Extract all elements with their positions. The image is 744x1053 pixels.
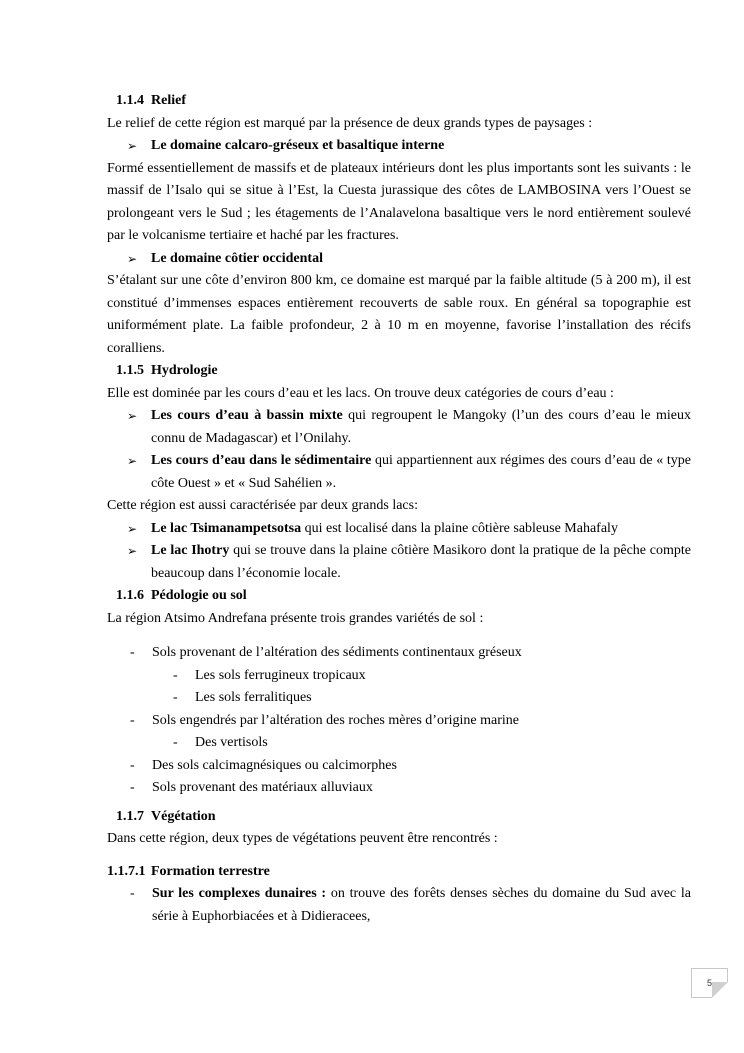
list-item: [107, 687, 691, 710]
list-item-rest: qui est localisé dans la plaine côtière sableuse Mahafaly: [301, 520, 618, 536]
list-item: [107, 755, 691, 778]
list-item-complexes-dunaires: [107, 883, 691, 928]
dash-bullet: -: [130, 712, 135, 728]
paragraph-lakes-intro: Cette région est aussi caractérisée par deux grands lacs:: [107, 498, 418, 513]
heading-number: 1.1.7.1: [107, 863, 146, 879]
heading-relief: [107, 90, 691, 113]
list-item-text: Sols engendrés par l’altération des roches mères d’origine marine: [152, 712, 519, 728]
paragraph-domain2: S’étalant sur une côte d’environ 800 km, ce domaine est marqué par la faible altitude (5 à 200 m), il est constitué d’immenses espaces entièrement recouverts de sable roux. En général sa topographie est uniformément plate. La faible profondeur, 2 à 10 m en moyenne, favorise l’installation des récifs coralliens.: [107, 273, 691, 356]
domain2-title: Le domaine côtier occidental: [151, 250, 323, 266]
list-item-rest: qui regroupent le Mangoky (l’un des cours d’eau le mieux connu de Madagascar) et l’Onilahy.: [151, 408, 691, 446]
list-item: [107, 710, 691, 733]
list-item-text: Sols provenant de l’altération des sédiments continentaux gréseux: [152, 645, 522, 660]
heading-title: Hydrologie: [151, 363, 218, 378]
page-curl-icon: [712, 982, 728, 998]
dash-bullet: -: [173, 735, 178, 750]
heading-number: 1.1.7: [116, 808, 144, 824]
list-item-text: [151, 540, 691, 585]
dash-bullet: -: [130, 757, 135, 773]
arrow-bullet-icon: ➢: [127, 139, 138, 153]
heading-pedologie: [107, 585, 691, 608]
arrow-bullet-icon: ➢: [127, 409, 138, 423]
arrow-item-domain2: [107, 248, 691, 271]
list-item-text: Les sols ferrugineux tropicaux: [195, 667, 366, 683]
arrow-bullet-icon: ➢: [127, 454, 138, 468]
paragraph-domain1: Formé essentiellement de massifs et de plateaux intérieurs dont les plus importants sont les suivants : le massif de l’Isalo qui se situe à l’Est, la Cuesta jurassique des côtes de LAMBOSINA vers l’Ouest se prolongeant vers le Sud ; les étagements de l’Analavelona basaltique vers le nord entièrement soulevé par le volcanisme tertiaire et haché par les fractures.: [107, 160, 691, 243]
paragraph-pedologie-intro: La région Atsimo Andrefana présente trois grandes variétés de sol :: [107, 610, 484, 626]
heading-title: Formation terrestre: [151, 863, 270, 879]
list-item-bold: Le lac Tsimanampetsotsa: [151, 520, 302, 536]
list-item-text: [152, 883, 691, 928]
arrow-item-bassin-mixte: [107, 405, 691, 450]
list-item-text: Les sols ferralitiques: [195, 690, 312, 705]
page-number: 5: [706, 978, 712, 988]
list-item-text: [151, 518, 691, 541]
heading-number: 1.1.4: [116, 93, 144, 108]
heading-title: Pédologie ou sol: [151, 588, 247, 603]
arrow-bullet-icon: ➢: [127, 521, 138, 536]
page-number-box: [691, 968, 728, 998]
arrow-bullet-icon: ➢: [127, 544, 138, 558]
list-item: [107, 777, 691, 800]
list-item-text: [151, 450, 691, 495]
paragraph-hydrologie-intro: Elle est dominée par les cours d’eau et les lacs. On trouve deux catégories de cours d’eau :: [107, 385, 614, 401]
paragraph-relief-intro: Le relief de cette région est marqué par la présence de deux grands types de paysages :: [107, 115, 593, 131]
domain1-title: Le domaine calcaro-gréseux et basaltique interne: [151, 138, 445, 153]
list-item-rest: on trouve des forêts denses sèches du domaine du Sud avec la série à Euphorbiacées et à Didieracees,: [152, 886, 692, 924]
heading-number: 1.1.5: [116, 363, 144, 378]
list-item-text: Des vertisols: [195, 735, 268, 750]
heading-number: 1.1.6: [116, 588, 144, 603]
list-item: [107, 732, 691, 755]
arrow-item-lac-tsimanampetsotsa: [107, 518, 691, 541]
heading-title: Relief: [151, 93, 186, 108]
heading-vegetation: [107, 806, 691, 829]
arrow-item-domain1: [107, 135, 691, 158]
heading-formation-terrestre: [107, 861, 691, 884]
dash-bullet: -: [130, 780, 135, 795]
list-item: [107, 642, 691, 665]
document-body: [107, 90, 691, 928]
list-item-bold: Le lac Ihotry: [151, 543, 230, 558]
heading-title: Végétation: [151, 808, 216, 824]
dash-bullet: -: [173, 690, 178, 705]
list-item-bold: Les cours d’eau à bassin mixte: [151, 408, 343, 423]
list-item-bold: Les cours d’eau dans le sédimentaire: [151, 453, 372, 468]
list-item-rest: qui se trouve dans la plaine côtière Masikoro dont la pratique de la pêche compte beaucoup dans l’économie locale.: [151, 543, 692, 581]
dash-bullet: -: [130, 886, 135, 901]
list-item-rest: qui appartiennent aux régimes des cours d’eau de « type côte Ouest » et « Sud Sahélien ».: [151, 453, 691, 491]
dash-bullet: -: [130, 645, 135, 660]
arrow-item-sedimentaire: [107, 450, 691, 495]
arrow-item-lac-ihotry: [107, 540, 691, 585]
arrow-bullet-icon: ➢: [127, 251, 138, 266]
list-item-text: Sols provenant des matériaux alluviaux: [152, 780, 373, 795]
dash-bullet: -: [173, 667, 178, 683]
paragraph-vegetation-intro: Dans cette région, deux types de végétations peuvent être rencontrés :: [107, 831, 498, 846]
heading-hydrologie: [107, 360, 691, 383]
list-item-text: [151, 405, 691, 450]
soil-list: [107, 642, 691, 800]
list-item-bold: Sur les complexes dunaires :: [152, 886, 327, 901]
list-item: [107, 665, 691, 688]
list-item-text: Des sols calcimagnésiques ou calcimorphes: [152, 757, 397, 773]
